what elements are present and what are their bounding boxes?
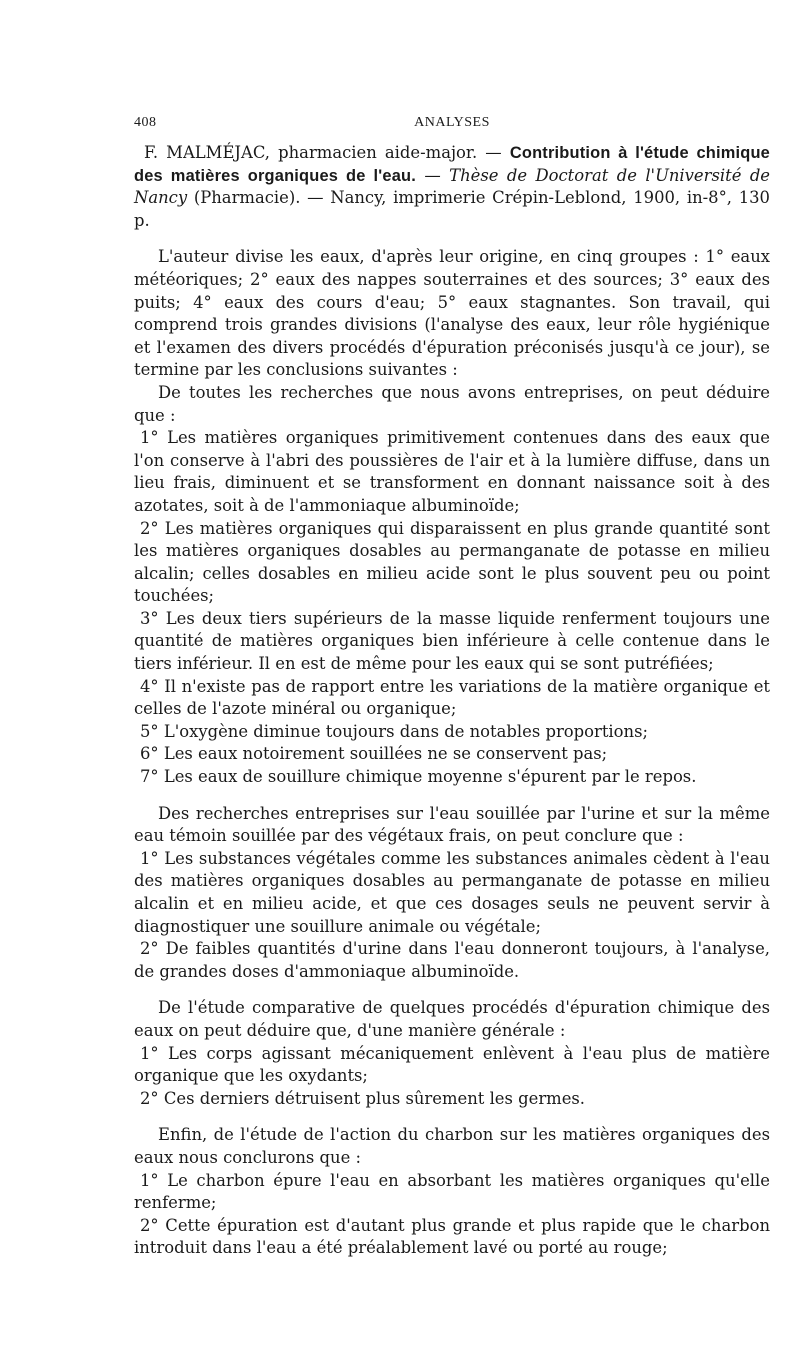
thesis-note: — Thèse de Doctorat de l'Université de Nancy bbox=[134, 165, 771, 208]
running-header bbox=[134, 112, 770, 142]
paragraph-gap bbox=[134, 789, 770, 803]
paragraph-gap bbox=[134, 1110, 770, 1124]
author-name: F. MALMÉJAC, bbox=[144, 143, 270, 162]
conclusion-item: 5° L'oxygène diminue toujours dans de notables proportions; bbox=[140, 721, 649, 741]
purification-study-item: 2° Ces derniers détruisent plus sûrement les germes. bbox=[140, 1088, 586, 1108]
charcoal-study-item: 2° Cette épuration est d'autant plus grande et plus rapide que le charbon introduit dans l'eau a été préalablement lavé ou porté au rouge; bbox=[134, 1215, 770, 1258]
work-title: Contribution à l'étude chimique des matières organiques de l'eau. bbox=[134, 144, 770, 185]
paragraph-gap bbox=[134, 983, 770, 997]
urine-study-intro: Des recherches entreprises sur l'eau souillée par l'urine et sur la même eau témoin souillée par des végétaux frais, on peut conclure que : bbox=[134, 803, 770, 846]
conclusions-lead: De toutes les recherches que nous avons entreprises, on peut déduire que : bbox=[134, 382, 770, 425]
conclusion-item: 4° Il n'existe pas de rapport entre les variations de la matière organique et celles de l'azote minéral ou organique; bbox=[134, 676, 770, 719]
charcoal-study-item: 1° Le charbon épure l'eau en absorbant les matières organiques qu'elle renferme; bbox=[134, 1170, 770, 1213]
conclusion-item: 6° Les eaux notoirement souillées ne se conservent pas; bbox=[140, 744, 608, 764]
urine-study-item: 1° Les substances végétales comme les substances animales cèdent à l'eau des matières organiques dosables au permanganate de potasse en milieu alcalin et en milieu acide, et que ces dosages seuls ne peuvent servir à diagnostiquer une souillure animale ou végétale; bbox=[134, 848, 770, 936]
purification-study-intro: De l'étude comparative de quelques procédés d'épuration chimique des eaux on peut déduire que, d'une manière générale : bbox=[134, 998, 770, 1040]
charcoal-study-intro: Enfin, de l'étude de l'action du charbon sur les matières organiques des eaux nous conclurons que : bbox=[134, 1125, 770, 1167]
conclusion-item: 1° Les matières organiques primitivement contenues dans des eaux que l'on conserve à l'abri des poussières de l'air et à la lumière diffuse, dans un lieu frais, diminuent et se transforment en donnant naissance soit à des azotates, soit à de l'ammoniaque albuminoïde; bbox=[134, 428, 770, 515]
publication-details: (Pharmacie). — Nancy, imprimerie Crépin-Leblond, 1900, in-8°, 130 p. bbox=[134, 188, 770, 230]
page-number: 408 bbox=[134, 115, 157, 130]
bibliographic-entry bbox=[134, 142, 770, 232]
document-page bbox=[134, 112, 770, 1260]
summary-intro: L'auteur divise les eaux, d'après leur origine, en cinq groupes : 1° eaux météoriques; 2° eaux des nappes souterraines et des sources; 3° eaux des puits; 4° eaux des cours d'eau; 5° eaux stagnantes. Son travail, qui comprend trois grandes divisions (l'analyse des eaux, leur rôle hygiénique et l'examen des divers procédés d'épuration préconisés jusqu'à ce jour), se termine par les conclusions suivantes : bbox=[134, 247, 770, 380]
author-role: pharmacien aide-major. — bbox=[270, 143, 510, 162]
conclusion-item: 3° Les deux tiers supérieurs de la masse liquide renferment toujours une quantité de matières organiques bien inférieure à celle contenue dans le tiers inférieur. Il en est de même pour les eaux qui se sont putréfiées; bbox=[134, 608, 770, 674]
conclusion-item: 7° Les eaux de souillure chimique moyenne s'épurent par le repos. bbox=[140, 767, 697, 787]
running-title: ANALYSES bbox=[414, 115, 490, 130]
urine-study-item: 2° De faibles quantités d'urine dans l'eau donneront toujours, à l'analyse, de grandes doses d'ammoniaque albuminoïde. bbox=[134, 939, 770, 981]
conclusion-item: 2° Les matières organiques qui disparaissent en plus grande quantité sont les matières organiques dosables au permanganate de potasse en milieu alcalin; celles dosables en milieu acide sont le plus souvent peu ou point touchées; bbox=[134, 518, 770, 606]
purification-study-item: 1° Les corps agissant mécaniquement enlèvent à l'eau plus de matière organique que les oxydants; bbox=[134, 1043, 770, 1086]
